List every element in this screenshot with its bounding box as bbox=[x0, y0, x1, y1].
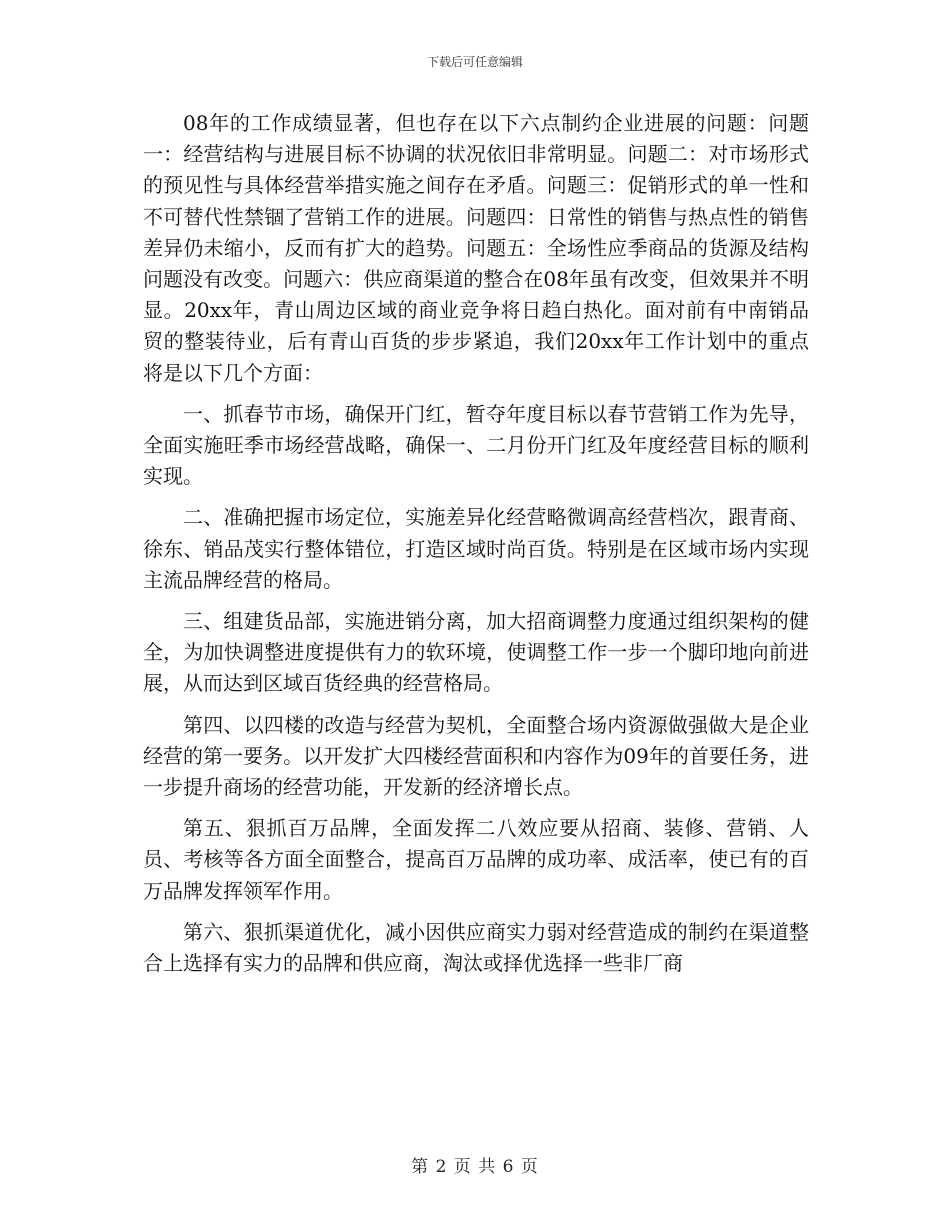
paragraph-point-1: 一、抓春节市场，确保开门红，暂夺年度目标以春节营销工作为先导，全面实施旺季市场经营战略，确保一、二月份开门红及年度经营目标的顺利实现。 bbox=[143, 401, 809, 489]
paragraph-point-2: 二、准确把握市场定位，实施差异化经营略微调高经营档次，跟青商、徐东、销品茂实行整体错位，打造区域时尚百货。特别是在区域市场内实现主流品牌经营的格局。 bbox=[143, 505, 809, 592]
paragraph-point-5: 第五、狠抓百万品牌，全面发挥二八效应要从招商、装修、营销、人员、考核等各方面全面整合，提高百万品牌的成功率、成活率，使已有的百万品牌发挥领军作用。 bbox=[143, 816, 809, 903]
paragraph-intro: 08年的工作成绩显著，但也存在以下六点制约企业进展的问题：问题一：经营结构与进展目标不协调的状况依旧非常明显。问题二：对市场形式的预见性与具体经营举措实施之间存在矛盾。问题三：促销形式的单一性和不可替代性禁锢了营销工作的进展。问题四：日常性的销售与热点性的销售差异仍未缩小，反而有扩大的趋势。问题五：全场性应季商品的货源及结构问题没有改变。问题六：供应商渠道的整合在08年虽有改变，但效果并不明显。20xx年，青山周边区域的商业竞争将日趋白热化。面对前有中南销品贸的整装待业，后有青山百货的步步紧追，我们20xx年工作计划中的重点将是以下几个方面： bbox=[143, 111, 809, 385]
paragraph-point-6: 第六、狠抓渠道优化，减小因供应商实力弱对经营造成的制约在渠道整合上选择有实力的品牌和供应商，淘汰或择优选择一些非厂商 bbox=[143, 919, 809, 976]
paragraph-point-3: 三、组建货品部，实施进销分离，加大招商调整力度通过组织架构的健全，为加快调整进度提供有力的软环境，使调整工作一步一个脚印地向前进展，从而达到区域百货经典的经营格局。 bbox=[143, 609, 809, 696]
page-footer: 第 2 页 共 6 页 bbox=[411, 1157, 539, 1177]
paragraph-point-4: 第四、以四楼的改造与经营为契机，全面整合场内资源做强做大是企业经营的第一要务。以开发扩大四楼经营面积和内容作为09年的首要任务，进一步提升商场的经营功能，开发新的经济增长点。 bbox=[143, 712, 809, 800]
document-body bbox=[143, 108, 809, 979]
page-header: 下载后可任意编辑 bbox=[426, 55, 523, 69]
